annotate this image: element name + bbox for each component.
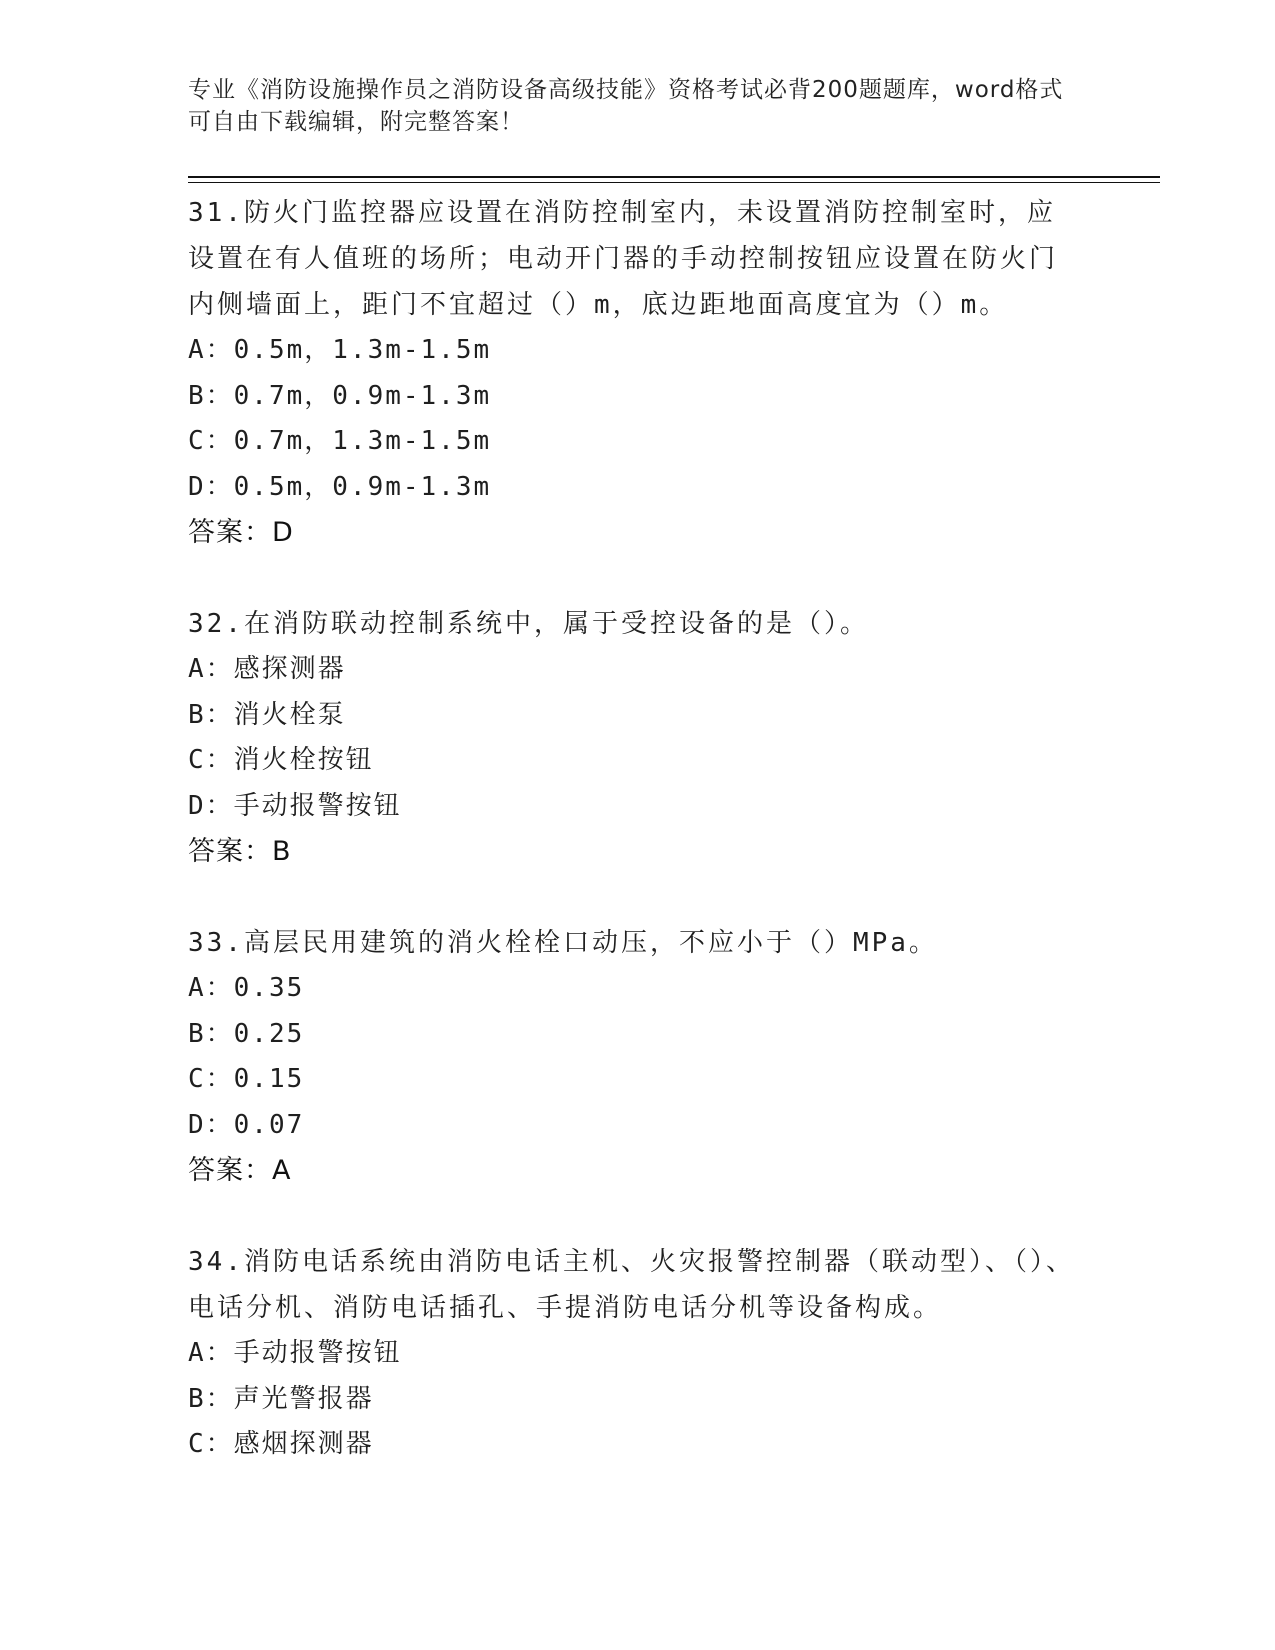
option-a: A：0.35 xyxy=(188,973,305,1003)
question-34 xyxy=(188,1239,1078,1468)
option-a: A：0.5m，1.3m-1.5m xyxy=(188,335,492,365)
option-c: C：消火栓按钮 xyxy=(188,745,374,775)
answer-line: 答案：D xyxy=(188,517,294,548)
option-d: D：0.5m，0.9m-1.3m xyxy=(188,471,492,502)
option-a: A：感探测器 xyxy=(188,654,346,684)
question-stem: 33.高层民用建筑的消火栓栓口动压，不应小于（）MPa。 xyxy=(188,928,938,958)
answer-line: 答案：B xyxy=(188,836,292,867)
header-divider-thick xyxy=(188,176,1160,178)
option-a: A：手动报警按钮 xyxy=(188,1338,402,1368)
option-b: B：消火栓泵 xyxy=(188,699,346,730)
option-b: B：0.7m，0.9m-1.3m xyxy=(188,380,492,411)
question-stem: 31.防火门监控器应设置在消防控制室内，未设置消防控制室时，应设置在有人值班的场所；电动开门器的手动控制按钮应设置在防火门内侧墙面上，距门不宜超过（）m，底边距地面高度宜为（）m。 xyxy=(188,198,1059,320)
option-c: C：0.7m，1.3m-1.5m xyxy=(188,426,492,456)
option-b: B：声光警报器 xyxy=(188,1383,374,1414)
option-d: D：0.07 xyxy=(188,1109,305,1140)
document-header: 专业《消防设施操作员之消防设备高级技能》资格考试必背200题题库，word格式可自由下载编辑，附完整答案！ xyxy=(188,77,1064,135)
option-c: C：感烟探测器 xyxy=(188,1429,374,1459)
question-32 xyxy=(188,601,1078,875)
question-33 xyxy=(188,920,1078,1194)
question-list xyxy=(188,190,1078,1468)
spacer xyxy=(188,875,1078,920)
option-b: B：0.25 xyxy=(188,1018,305,1049)
option-d: D：手动报警按钮 xyxy=(188,790,402,821)
question-stem: 32.在消防联动控制系统中，属于受控设备的是（）。 xyxy=(188,609,869,639)
answer-line: 答案：A xyxy=(188,1155,292,1186)
header-divider-thin xyxy=(188,182,1160,183)
question-stem: 34.消防电话系统由消防电话主机、火灾报警控制器（联动型）、（）、电话分机、消防电话插孔、手提消防电话分机等设备构成。 xyxy=(188,1247,1075,1323)
spacer xyxy=(188,556,1078,601)
question-31 xyxy=(188,190,1078,556)
spacer xyxy=(188,1194,1078,1239)
option-c: C：0.15 xyxy=(188,1064,305,1094)
